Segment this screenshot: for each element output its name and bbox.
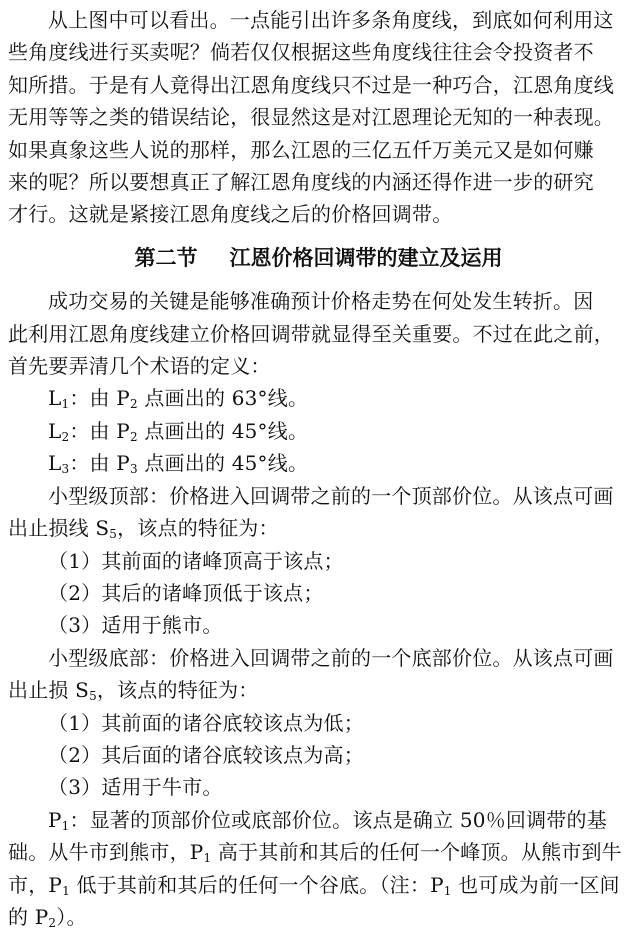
text-line: 来的呢？所以要想真正了解江恩角度线的内涵还得作进一步的研究 — [8, 170, 594, 195]
definition-l3: $L_3$：由 $P_3$ 点画出的 45°线。 — [48, 451, 309, 477]
section-title: 江恩价格回调带的建立及运用 — [229, 245, 503, 270]
text-line: 成功交易的关键是能够准确预计价格走势在何处发生转折。因 — [48, 289, 594, 314]
section-heading — [8, 242, 629, 274]
text-line: 些角度线进行买卖呢？倘若仅仅根据这些角度线往往会令投资者不 — [8, 40, 594, 65]
text-line: 无用等等之类的错误结论，很显然这是对江恩理论无知的一种表现。 — [8, 105, 614, 130]
small-bottom-definition — [8, 642, 629, 804]
list-item: （1）其前面的诸峰顶高于该点； — [48, 548, 344, 573]
text-line: 知所措。于是有人竟得出江恩角度线只不过是一种巧合，江恩角度线 — [8, 72, 614, 97]
definition-intro-paragraph — [8, 285, 629, 382]
text-line: 的 $P_2$）。 — [8, 904, 87, 930]
text-line: 出止损线 $S_5$，该点的特征为： — [8, 516, 279, 542]
list-item: （2）其后的诸峰顶低于该点； — [48, 580, 324, 605]
list-item: （2）其后面的诸谷底较该点为高； — [48, 742, 364, 767]
list-item: （3）适用于熊市。 — [48, 613, 223, 638]
p1-definition — [8, 804, 629, 934]
text-line: 从上图中可以看出。一点能引出许多条角度线，到底如何利用这 — [48, 8, 614, 32]
small-top-definition — [8, 480, 629, 642]
list-item: （3）适用于牛市。 — [48, 775, 223, 800]
text-line: 首先要弄清几个术语的定义： — [8, 354, 271, 379]
text-line: $P_1$：显著的顶部价位或底部价位。该点是确立 50％回调带的基 — [48, 807, 607, 833]
definition-l1: $L_1$：由 $P_2$ 点画出的 63°线。 — [48, 386, 309, 412]
text-line: 出止损 $S_5$，该点的特征为： — [8, 678, 259, 704]
text-line: 如果真象这些人说的那样，那么江恩的三亿五仟万美元又是如何赚 — [8, 137, 594, 162]
text-line: 础。从牛市到熊市，$P_1$ 高于其前和其后的任何一个峰顶。从熊市到牛 — [8, 840, 622, 866]
text-line: 小型级底部：价格进入回调带之前的一个底部价位。从该点可画 — [48, 645, 614, 670]
definition-l2: $L_2$：由 $P_2$ 点画出的 45°线。 — [48, 418, 309, 444]
section-number: 第二节 — [134, 245, 198, 270]
text-line: 此利用江恩角度线建立价格回调带就显得至关重要。不过在此之前， — [8, 321, 614, 346]
text-line: 市，$P_1$ 低于其前和其后的任何一个谷底。（注：$P_1$ 也可成为前一区间 — [8, 872, 620, 898]
list-item: （1）其前面的诸谷底较该点为低； — [48, 710, 364, 735]
text-line: 小型级顶部：价格进入回调带之前的一个顶部价位。从该点可画 — [48, 483, 614, 508]
intro-paragraph — [8, 4, 629, 231]
text-line: 才行。这就是紧接江恩角度线之后的价格回调带。 — [8, 202, 453, 227]
